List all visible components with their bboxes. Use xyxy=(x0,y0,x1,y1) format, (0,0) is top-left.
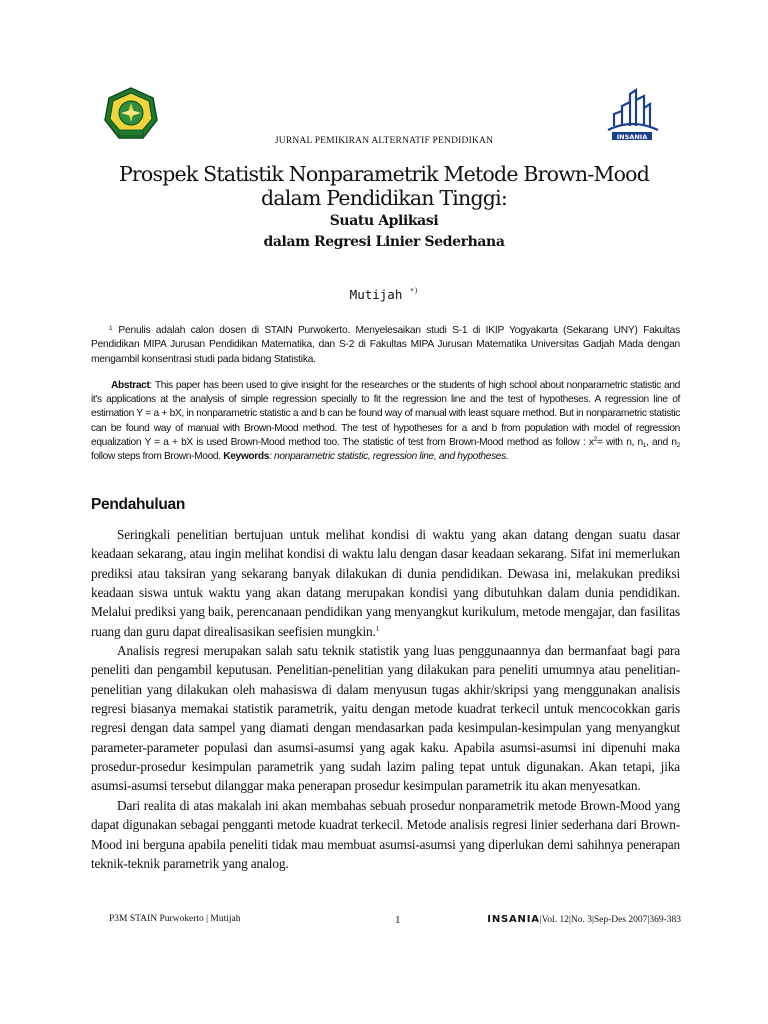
page-footer xyxy=(109,914,681,928)
abstract-sup-2: 2 xyxy=(593,435,597,443)
body-text xyxy=(91,525,680,873)
abstract-label: Abstract xyxy=(111,380,150,391)
footer-volume-info: |Vol. 12|No. 3|Sep-Des 2007|369-383 xyxy=(539,915,681,925)
insania-logo-text: INSANIA xyxy=(616,133,648,141)
section-heading-pendahuluan: Pendahuluan xyxy=(91,496,186,513)
keywords-colon: : xyxy=(269,451,275,463)
body-paragraph-1 xyxy=(91,525,680,641)
article-title-line-1: Prospek Statistik Nonparametrik Metode Brown-Mood xyxy=(118,162,650,186)
body-paragraph-3: Dari realita di atas makalah ini akan membahas sebuah prosedur nonparametrik metode Brown-Mood yang dapat digunakan sebagai pengganti metode kuadrat terkecil. Metode analisis regresi linier sederhana dari Brown-Mood ini berguna apabila peneliti tidak mau membuat asumsi-asumsi yang diperlukan demi sahihnya penerapan teknik-teknik parametrik yang analog. xyxy=(91,797,680,871)
journal-name: JURNAL PEMIKIRAN ALTERNATIF PENDIDIKAN xyxy=(274,136,494,146)
body-paragraph-2: Analisis regresi merupakan salah satu teknik statistik yang luas penggunaannya dan bermanfaat bagi para peneliti dan pengambil keputusan. Penelitian-penelitian yang dilakukan para peneliti umumnya atau penelitian-penelitian yang dilakukan oleh mahasiswa di dalam menyusun tugas akhir/skripsi yang menggunakan analisis regresi biasanya memakai statistik parametrik, yaitu dengan metode kuadrat terkecil untuk mencocokkan garis regresi dengan data sampel yang diamati dengan mendasarkan pada kesimpulan-kesimpulan yang menyangkut parameter-parameter populasi dan asumsi-asumsi yang agak kaku. Apabila asumsi-asumsi ini dipenuhi maka prosedur-prosedur kesimpulan parametrik yang sudah lazim paling tepat untuk digunakan. Akan tetapi, jika asumsi-asumsi tersebut dilanggar maka penerapan prosedur kesimpulan parametrik itu akan menyesatkan. xyxy=(91,643,680,794)
footer-journal-brand: INSANIA xyxy=(487,914,540,925)
abstract-text-3: , and n xyxy=(646,436,677,448)
author-footnote xyxy=(91,322,680,367)
article-subtitle-line-1: Suatu Aplikasi xyxy=(329,213,439,229)
article-subtitle-line-2: dalam Regresi Linier Sederhana xyxy=(263,234,505,250)
footnote-reference-1: 1 xyxy=(375,624,380,633)
author-note-mark: *) xyxy=(409,287,419,295)
abstract xyxy=(91,379,680,464)
keywords-text: nonparametric statistic, regression line, and hypotheses. xyxy=(274,451,509,463)
footer-journal-citation xyxy=(487,914,681,925)
article-title-line-2: dalam Pendidikan Tinggi: xyxy=(261,186,507,210)
article-title-block xyxy=(60,162,708,252)
footnote-text: Penulis adalah calon dosen di STAIN Purwokerto. Menyelesaikan studi S-1 di IKIP Yogyakarta (Sekarang UNY) Fakultas Pendidikan MIPA Jurusan Pendidikan Matematika, dan S-2 di Fakultas MIPA Jurusan Matematika Universitas Gadjah Mada dengan mengambil konsentrasi studi pada bidang Statistika. xyxy=(91,325,680,365)
footnote-mark: 1 xyxy=(109,325,113,332)
abstract-sub-2: 2 xyxy=(676,441,680,449)
author-name: Mutijah xyxy=(349,287,403,302)
page-number: 1 xyxy=(395,914,401,926)
abstract-text-4: follow steps from Brown-Mood. xyxy=(91,451,224,463)
stain-purwokerto-seal-logo xyxy=(103,86,159,142)
keywords-label: Keywords xyxy=(223,451,270,463)
author xyxy=(0,287,768,302)
abstract-text-2: = with n, n xyxy=(596,436,643,448)
abstract-text-1: : This paper has been used to give insight for the researches or the students of high school about nonparametric statistic and it's applications at the analysis of simple regression specially to fit the regression line and the test of hypotheses. A regression line of estimation Y = a + bX, in nonparametric statistic a and b can be found way of manual with least square method. But in nonparametric statistic can be found way of manual with Brown-Mood method. The test of hypotheses for a and b from population with model of regression equalization Y = a + bX is used Brown-Mood method too. The statistic of test from Brown-Mood method as follow : x xyxy=(91,380,680,448)
abstract-sub-1: 1 xyxy=(642,441,647,449)
body-paragraph-1-text: Seringkali penelitian bertujuan untuk melihat kondisi di waktu yang akan datang dengan suatu dasar keadaan sekarang, atau ingin melihat kondisi di waktu lalu dengan dasar keadaan sekarang. Sifat ini memerlukan prediksi atau taksiran yang sekarang banyak dilakukan di dunia pendidikan. Dewasa ini, melakukan prediksi keadaan siswa untuk waktu yang akan datang merupakan kondisi yang dibutuhkan dalam dunia pendidikan. Melalui prediksi yang baik, perencanaan pendidikan yang menyangkut kurikulum, metode mengajar, dan fasilitas ruang dan guru dapat direalisasikan seefisien mungkin. xyxy=(91,527,680,639)
footer-publisher-author: P3M STAIN Purwokerto | Mutijah xyxy=(109,914,241,924)
